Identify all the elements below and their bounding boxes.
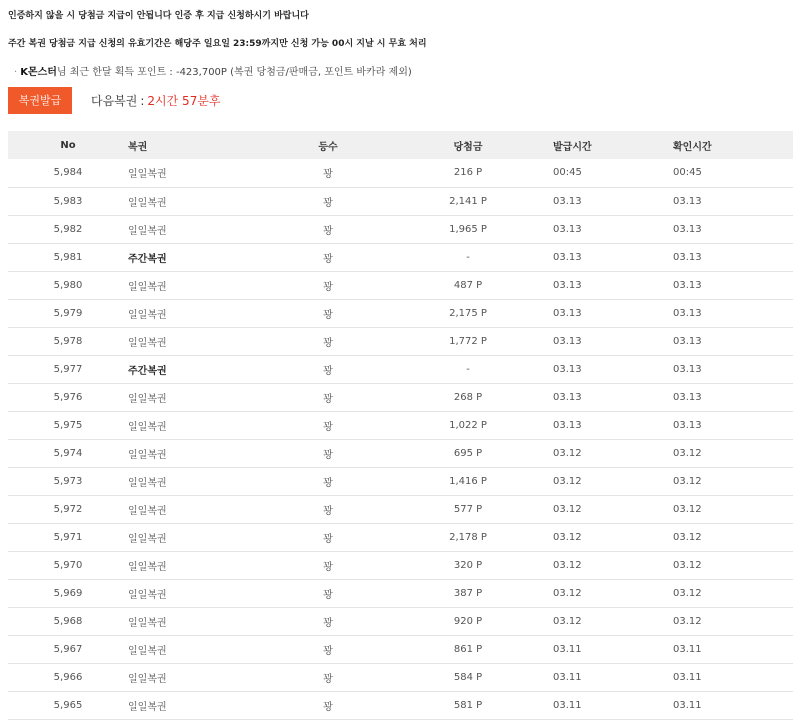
table-row — [8, 159, 793, 187]
cell-issued-time: 03.13 — [553, 419, 582, 431]
cell-lottery-type: 일일복권 — [128, 421, 167, 433]
table-row — [8, 663, 793, 691]
cell-rank: 꽝 — [323, 477, 333, 489]
cell-rank: 꽝 — [323, 701, 333, 713]
cell-no: 5,972 — [53, 503, 83, 515]
cell-checked-time: 03.13 — [673, 419, 702, 431]
cell-issued-time: 03.13 — [553, 335, 582, 347]
cell-prize: 387 P — [453, 587, 483, 599]
cell-no: 5,969 — [53, 587, 83, 599]
table-row — [8, 551, 793, 579]
table-row — [8, 327, 793, 355]
cell-checked-time: 03.12 — [673, 615, 702, 627]
cell-issued-time: 03.13 — [553, 223, 582, 235]
cell-rank: 꽝 — [323, 225, 333, 237]
cell-prize: - — [466, 251, 470, 263]
notice-weekly-validity: 주간 복권 당첨금 지급 신청의 유효기간은 해당주 일요일 23:59까지만 신청 가능 00시 지날 시 무효 처리 — [8, 39, 427, 49]
cell-prize: - — [466, 363, 470, 375]
table-row — [8, 187, 793, 215]
cell-checked-time: 03.12 — [673, 503, 702, 515]
cell-no: 5,979 — [53, 307, 83, 319]
cell-rank: 꽝 — [323, 197, 333, 209]
cell-checked-time: 03.13 — [673, 251, 702, 263]
cell-issued-time: 03.12 — [553, 503, 582, 515]
cell-rank: 꽝 — [323, 365, 333, 377]
cell-rank: 꽝 — [323, 673, 333, 685]
cell-checked-time: 00:45 — [673, 167, 702, 179]
cell-rank: 꽝 — [323, 589, 333, 601]
cell-rank: 꽝 — [323, 393, 333, 405]
cell-issued-time: 03.12 — [553, 531, 582, 543]
cell-no: 5,970 — [53, 559, 83, 571]
cell-lottery-type: 일일복권 — [128, 701, 167, 713]
table-row — [8, 355, 793, 383]
cell-rank: 꽝 — [323, 253, 333, 265]
table-row — [8, 271, 793, 299]
cell-issued-time: 03.11 — [553, 699, 582, 711]
col-header-no: No — [60, 139, 76, 151]
cell-no: 5,973 — [53, 475, 83, 487]
cell-lottery-type: 일일복권 — [128, 505, 167, 517]
cell-no: 5,971 — [53, 531, 83, 543]
cell-prize: 216 P — [453, 167, 483, 179]
col-header-issued: 발급시간 — [553, 141, 592, 153]
cell-lottery-type: 일일복권 — [128, 309, 167, 321]
table-row — [8, 411, 793, 439]
cell-rank: 꽝 — [323, 505, 333, 517]
cell-checked-time: 03.13 — [673, 307, 702, 319]
cell-no: 5,967 — [53, 643, 83, 655]
cell-prize: 581 P — [453, 699, 483, 711]
username: K몬스터 — [20, 67, 57, 78]
cell-lottery-type: 일일복권 — [128, 281, 167, 293]
table-row — [8, 243, 793, 271]
cell-prize: 2,178 P — [449, 531, 487, 543]
cell-rank: 꽝 — [323, 281, 333, 293]
cell-rank: 꽝 — [323, 421, 333, 433]
cell-issued-time: 03.12 — [553, 587, 582, 599]
cell-prize: 584 P — [453, 671, 483, 683]
cell-prize: 920 P — [453, 615, 483, 627]
cell-prize: 1,772 P — [449, 335, 487, 347]
cell-no: 5,975 — [53, 419, 83, 431]
cell-issued-time: 03.11 — [553, 671, 582, 683]
cell-issued-time: 03.12 — [553, 447, 582, 459]
col-header-prize: 당첨금 — [453, 141, 483, 153]
cell-issued-time: 03.13 — [553, 391, 582, 403]
cell-no: 5,978 — [53, 335, 83, 347]
table-row — [8, 383, 793, 411]
cell-rank: 꽝 — [323, 645, 333, 657]
table-row — [8, 579, 793, 607]
cell-lottery-type: 일일복권 — [128, 197, 167, 209]
cell-prize: 861 P — [453, 643, 483, 655]
cell-lottery-type: 일일복권 — [128, 617, 167, 629]
cell-lottery-type: 일일복권 — [128, 337, 167, 349]
cell-lottery-type: 일일복권 — [128, 589, 167, 601]
table-row — [8, 299, 793, 327]
cell-checked-time: 03.12 — [673, 531, 702, 543]
col-header-rank: 등수 — [318, 141, 338, 153]
cell-lottery-type: 일일복권 — [128, 477, 167, 489]
cell-checked-time: 03.11 — [673, 699, 702, 711]
notice-verification: 인증하지 않을 시 당첨금 지급이 안됩니다 인증 후 지급 신청하시기 바랍니다 — [8, 11, 309, 21]
cell-prize: 487 P — [453, 279, 483, 291]
cell-lottery-type: 일일복권 — [128, 393, 167, 405]
cell-prize: 2,141 P — [449, 195, 487, 207]
table-row — [8, 523, 793, 551]
next-lottery-time: 2시간 57분후 — [147, 94, 221, 108]
cell-no: 5,982 — [53, 223, 83, 235]
cell-checked-time: 03.13 — [673, 195, 702, 207]
cell-checked-time: 03.13 — [673, 363, 702, 375]
cell-issued-time: 03.12 — [553, 559, 582, 571]
cell-rank: 꽝 — [323, 309, 333, 321]
cell-lottery-type: 일일복권 — [128, 169, 167, 181]
issue-lottery-button[interactable]: 복권발급 — [8, 87, 72, 114]
cell-no: 5,984 — [53, 167, 83, 179]
table-row — [8, 607, 793, 635]
cell-no: 5,974 — [53, 447, 83, 459]
table-row — [8, 439, 793, 467]
cell-no: 5,968 — [53, 615, 83, 627]
cell-lottery-type: 주간복권 — [128, 365, 167, 377]
table-row — [8, 635, 793, 663]
bullet: · — [14, 67, 18, 78]
cell-lottery-type: 일일복권 — [128, 225, 167, 237]
cell-prize: 695 P — [453, 447, 483, 459]
cell-checked-time: 03.12 — [673, 447, 702, 459]
cell-no: 5,966 — [53, 671, 83, 683]
cell-checked-time: 03.13 — [673, 335, 702, 347]
table-header-row — [8, 131, 793, 159]
col-header-type: 복권 — [128, 141, 148, 153]
cell-prize: 320 P — [453, 559, 483, 571]
cell-rank: 꽝 — [323, 561, 333, 573]
table-row — [8, 215, 793, 243]
cell-no: 5,981 — [53, 251, 83, 263]
cell-checked-time: 03.12 — [673, 559, 702, 571]
cell-issued-time: 03.13 — [553, 363, 582, 375]
cell-no: 5,965 — [53, 699, 83, 711]
cell-issued-time: 03.11 — [553, 643, 582, 655]
cell-issued-time: 03.12 — [553, 475, 582, 487]
lottery-history-table — [8, 131, 793, 720]
table-row — [8, 495, 793, 523]
cell-checked-time: 03.11 — [673, 643, 702, 655]
next-lottery-label: 다음복권 — [91, 94, 138, 108]
table-row — [8, 691, 793, 719]
cell-checked-time: 03.12 — [673, 587, 702, 599]
cell-no: 5,977 — [53, 363, 83, 375]
cell-issued-time: 00:45 — [553, 167, 582, 179]
cell-no: 5,976 — [53, 391, 83, 403]
cell-prize: 268 P — [453, 391, 483, 403]
cell-lottery-type: 일일복권 — [128, 645, 167, 657]
cell-prize: 1,965 P — [449, 223, 487, 235]
cell-checked-time: 03.13 — [673, 391, 702, 403]
cell-prize: 2,175 P — [449, 307, 487, 319]
cell-lottery-type: 일일복권 — [128, 673, 167, 685]
cell-rank: 꽝 — [323, 169, 333, 181]
cell-checked-time: 03.13 — [673, 223, 702, 235]
cell-issued-time: 03.12 — [553, 615, 582, 627]
points-text: 님 최근 한달 획득 포인트 : -423,700P (복권 당첨금/판매금, 포인트 바카라 제외) — [56, 67, 412, 78]
cell-prize: 1,416 P — [449, 475, 487, 487]
cell-issued-time: 03.13 — [553, 279, 582, 291]
cell-rank: 꽝 — [323, 449, 333, 461]
cell-issued-time: 03.13 — [553, 307, 582, 319]
cell-rank: 꽝 — [323, 337, 333, 349]
cell-rank: 꽝 — [323, 533, 333, 545]
next-lottery-separator: : — [140, 94, 145, 108]
cell-issued-time: 03.13 — [553, 251, 582, 263]
cell-lottery-type: 주간복권 — [128, 253, 167, 265]
cell-no: 5,983 — [53, 195, 83, 207]
cell-prize: 577 P — [453, 503, 483, 515]
cell-rank: 꽝 — [323, 617, 333, 629]
cell-checked-time: 03.13 — [673, 279, 702, 291]
cell-checked-time: 03.12 — [673, 475, 702, 487]
cell-no: 5,980 — [53, 279, 83, 291]
cell-issued-time: 03.13 — [553, 195, 582, 207]
cell-lottery-type: 일일복권 — [128, 561, 167, 573]
monthly-points-info — [14, 63, 412, 78]
col-header-checked: 확인시간 — [673, 141, 712, 153]
cell-lottery-type: 일일복권 — [128, 449, 167, 461]
cell-checked-time: 03.11 — [673, 671, 702, 683]
next-lottery — [91, 92, 221, 109]
cell-prize: 1,022 P — [449, 419, 487, 431]
table-row — [8, 467, 793, 495]
cell-lottery-type: 일일복권 — [128, 533, 167, 545]
